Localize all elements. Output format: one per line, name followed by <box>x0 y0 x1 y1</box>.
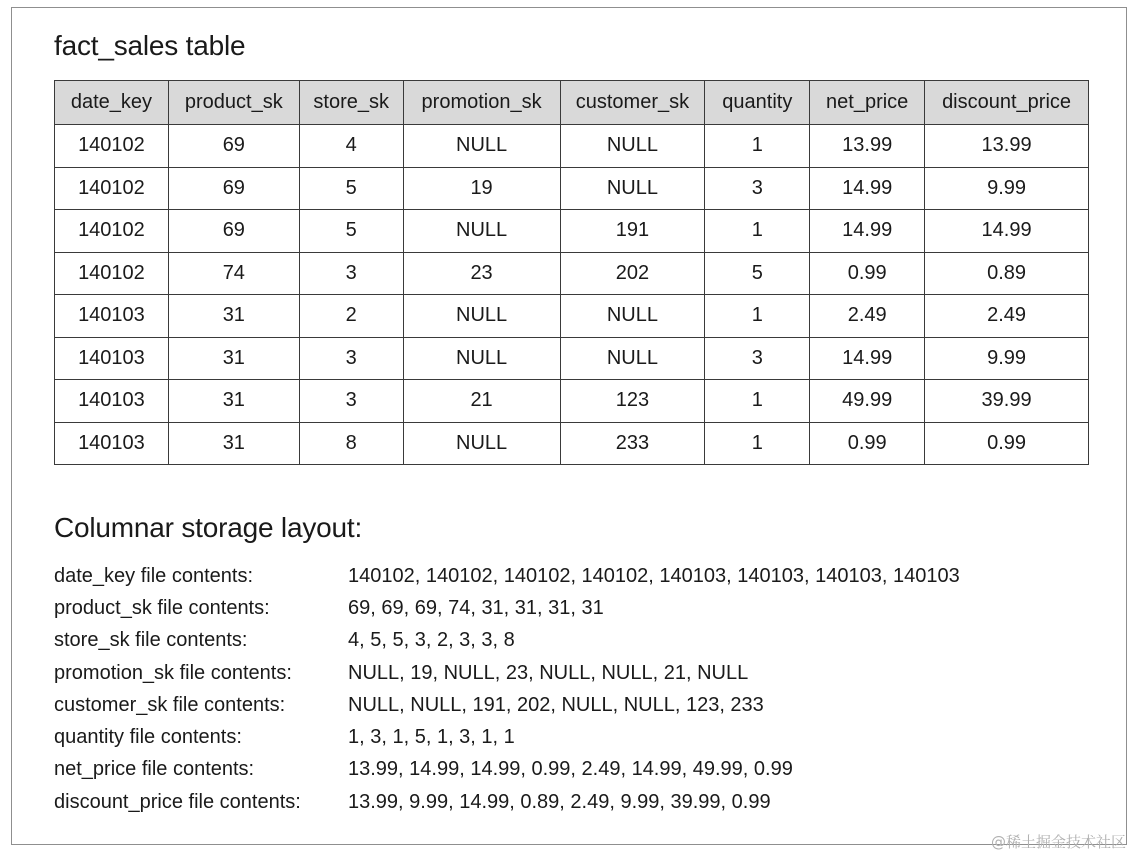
table-cell: NULL <box>403 210 560 253</box>
table-cell: 5 <box>299 167 403 210</box>
table-cell: 14.99 <box>810 167 925 210</box>
table-row <box>55 295 1089 338</box>
table-row <box>55 252 1089 295</box>
table-cell: 39.99 <box>925 380 1089 423</box>
table-cell: 0.99 <box>810 252 925 295</box>
table-cell: 140103 <box>55 337 169 380</box>
table-cell: 5 <box>705 252 810 295</box>
table-cell: 9.99 <box>925 337 1089 380</box>
table-cell: 202 <box>560 252 705 295</box>
table-cell: 191 <box>560 210 705 253</box>
table-cell: 1 <box>705 295 810 338</box>
list-item <box>54 657 960 689</box>
file-label: net_price file contents: <box>54 758 255 781</box>
table-cell: 3 <box>299 252 403 295</box>
table-cell: 21 <box>403 380 560 423</box>
file-contents: 4, 5, 5, 3, 2, 3, 3, 8 <box>348 629 515 652</box>
table-cell: 19 <box>403 167 560 210</box>
table-cell: 49.99 <box>810 380 925 423</box>
table-cell: 2 <box>299 295 403 338</box>
table-cell: 123 <box>560 380 705 423</box>
table-cell: 31 <box>168 380 299 423</box>
table-cell: 5 <box>299 210 403 253</box>
file-contents: NULL, NULL, 191, 202, NULL, NULL, 123, 233 <box>348 693 764 716</box>
table-cell: 1 <box>705 210 810 253</box>
file-contents: 13.99, 9.99, 14.99, 0.89, 2.49, 9.99, 39.99, 0.99 <box>348 790 771 813</box>
table-cell: 69 <box>168 167 299 210</box>
file-label: promotion_sk file contents: <box>54 661 292 684</box>
table-cell: 233 <box>560 422 705 465</box>
file-label: date_key file contents: <box>54 564 254 587</box>
column-header-discount-price: discount_price <box>925 81 1089 125</box>
watermark: @稀土掘金技术社区 <box>990 833 1126 851</box>
table-cell: 9.99 <box>925 167 1089 210</box>
fact-sales-table <box>54 80 1089 465</box>
table-cell: 4 <box>299 125 403 168</box>
table-cell: 14.99 <box>925 210 1089 253</box>
table-cell: 23 <box>403 252 560 295</box>
table-header-row <box>55 81 1089 125</box>
table-cell: NULL <box>403 422 560 465</box>
table-cell: 3 <box>299 337 403 380</box>
table-cell: 74 <box>168 252 299 295</box>
table-title: fact_sales table <box>54 30 246 61</box>
columnar-layout-list <box>54 560 960 818</box>
table-cell: NULL <box>403 125 560 168</box>
table-cell: 140103 <box>55 380 169 423</box>
column-header-quantity: quantity <box>705 81 810 125</box>
table-cell: 13.99 <box>925 125 1089 168</box>
list-item <box>54 592 960 624</box>
table-cell: 13.99 <box>810 125 925 168</box>
column-header-net-price: net_price <box>810 81 925 125</box>
table-row <box>55 337 1089 380</box>
file-label: quantity file contents: <box>54 726 242 749</box>
table-cell: NULL <box>560 167 705 210</box>
table-cell: 140102 <box>55 210 169 253</box>
table-cell: 140102 <box>55 125 169 168</box>
layout-title: Columnar storage layout: <box>54 512 363 543</box>
table-cell: 140102 <box>55 167 169 210</box>
table-cell: 3 <box>299 380 403 423</box>
table-cell: 31 <box>168 295 299 338</box>
table-cell: NULL <box>403 295 560 338</box>
table-cell: 14.99 <box>810 210 925 253</box>
column-header-promotion-sk: promotion_sk <box>403 81 560 125</box>
file-label: customer_sk file contents: <box>54 693 286 716</box>
column-header-date-key: date_key <box>55 81 169 125</box>
table-cell: 0.99 <box>810 422 925 465</box>
file-contents: 69, 69, 69, 74, 31, 31, 31, 31 <box>348 596 604 619</box>
table-cell: 31 <box>168 422 299 465</box>
file-label: product_sk file contents: <box>54 596 270 619</box>
table-cell: 2.49 <box>810 295 925 338</box>
table-cell: 3 <box>705 167 810 210</box>
table-cell: 3 <box>705 337 810 380</box>
table-row <box>55 125 1089 168</box>
file-contents: NULL, 19, NULL, 23, NULL, NULL, 21, NULL <box>348 661 749 684</box>
file-contents: 1, 3, 1, 5, 1, 3, 1, 1 <box>348 726 515 749</box>
list-item <box>54 560 960 592</box>
list-item <box>54 625 960 657</box>
table-cell: 2.49 <box>925 295 1089 338</box>
table-row <box>55 167 1089 210</box>
list-item <box>54 721 960 753</box>
table-cell: 1 <box>705 125 810 168</box>
table-cell: 1 <box>705 422 810 465</box>
column-header-store-sk: store_sk <box>299 81 403 125</box>
table-cell: 69 <box>168 210 299 253</box>
table-cell: NULL <box>560 125 705 168</box>
table-cell: NULL <box>560 295 705 338</box>
table-cell: 8 <box>299 422 403 465</box>
table-cell: 0.89 <box>925 252 1089 295</box>
table-row <box>55 380 1089 423</box>
table-cell: 140103 <box>55 295 169 338</box>
list-item <box>54 754 960 786</box>
table-cell: 14.99 <box>810 337 925 380</box>
table-cell: NULL <box>560 337 705 380</box>
file-contents: 140102, 140102, 140102, 140102, 140103, 140103, 140103, 140103 <box>348 564 960 587</box>
list-item <box>54 786 960 818</box>
table-row <box>55 422 1089 465</box>
column-header-product-sk: product_sk <box>168 81 299 125</box>
table-cell: 69 <box>168 125 299 168</box>
list-item <box>54 689 960 721</box>
table-cell: 0.99 <box>925 422 1089 465</box>
table-cell: 140103 <box>55 422 169 465</box>
column-header-customer-sk: customer_sk <box>560 81 705 125</box>
table-cell: 140102 <box>55 252 169 295</box>
table-row <box>55 210 1089 253</box>
file-label: store_sk file contents: <box>54 629 248 652</box>
file-label: discount_price file contents: <box>54 790 301 813</box>
table-cell: NULL <box>403 337 560 380</box>
file-contents: 13.99, 14.99, 14.99, 0.99, 2.49, 14.99, 49.99, 0.99 <box>348 758 793 781</box>
table-cell: 31 <box>168 337 299 380</box>
table-cell: 1 <box>705 380 810 423</box>
